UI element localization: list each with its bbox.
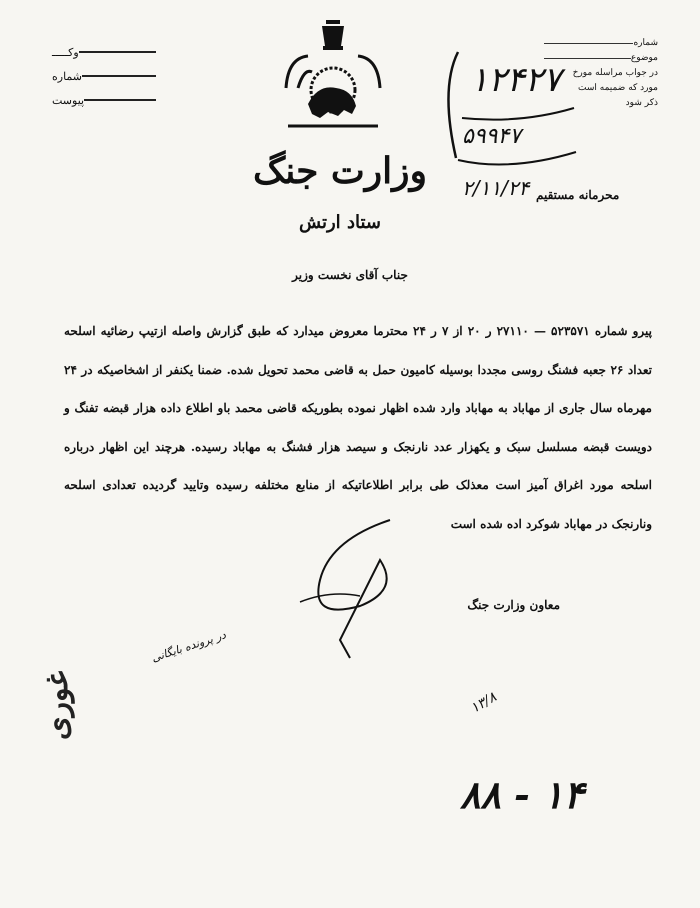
right-field-label: در جواب مراسله مورخ: [572, 68, 658, 78]
letter-paragraph: پیرو شماره ۵۲۳۵۷۱ — ۲۷۱۱۰ ر ۲۰ از ۷ ر ۲۴ محترما معروض میدارد که طبق گزارش واصله ازتیپ رضائیه اسلحه تعداد ۲۶ جعبه فشنگ روسی مجددا بوسیله کامیون حمل به قاضی محمد تحویل شده. ضمنا یکنفر از اشخاصیکه در ۲۴ مهرماه سال جاری از مهاباد به مهاباد وارد شده اظهار نموده بطوریکه قاضی محمد باو اطلاع داده هزار قبضه تفنگ و دویست قبضه مسلسل سبک و یکهزار عدد نارنجک و سیصد هزار فشنگ به مهاباد رسیده. هرچند این اظهار درباره اسلحه مورد اغراق آمیز است معذلک طی برابر اطلاعاتیکه از منابع مختلفه رسیده وتایید گردیده تعدادی اسلحه ونارنجک در مهاباد شوکرد اده شده است: [64, 324, 653, 531]
margin-annotation-date: ۱۳/۸: [467, 689, 500, 717]
left-field-label: وکـــــ: [52, 45, 79, 59]
right-field-label: شماره: [633, 38, 658, 48]
salutation: جناب آقای نخست وزیر: [292, 268, 408, 282]
left-field-label: شماره: [52, 69, 83, 83]
left-field-label: پیوست: [52, 93, 85, 107]
direct-confidential-label: محرمانه مستقیم: [536, 188, 620, 202]
right-field-label: موضوع: [630, 53, 658, 63]
right-field-label: ذکر شود: [625, 98, 658, 108]
margin-annotation: در پرونده بایگانی: [149, 628, 228, 665]
ministry-title: وزارت جنگ: [253, 150, 427, 192]
registration-number: ۱۲۴۲۷: [470, 60, 562, 100]
side-stamp: غوری: [40, 670, 75, 740]
secondary-number: ۵۹۹۴۷: [462, 124, 522, 149]
signature-title: معاون وزارت جنگ: [467, 598, 560, 612]
staff-title: ستاد ارتش: [299, 212, 381, 233]
registration-date: ۲/۱۱/۲۴: [462, 176, 530, 200]
file-number: ۸۸ - ۱۴: [460, 772, 584, 817]
right-field-label: مورد که ضمیمه است: [578, 83, 658, 93]
